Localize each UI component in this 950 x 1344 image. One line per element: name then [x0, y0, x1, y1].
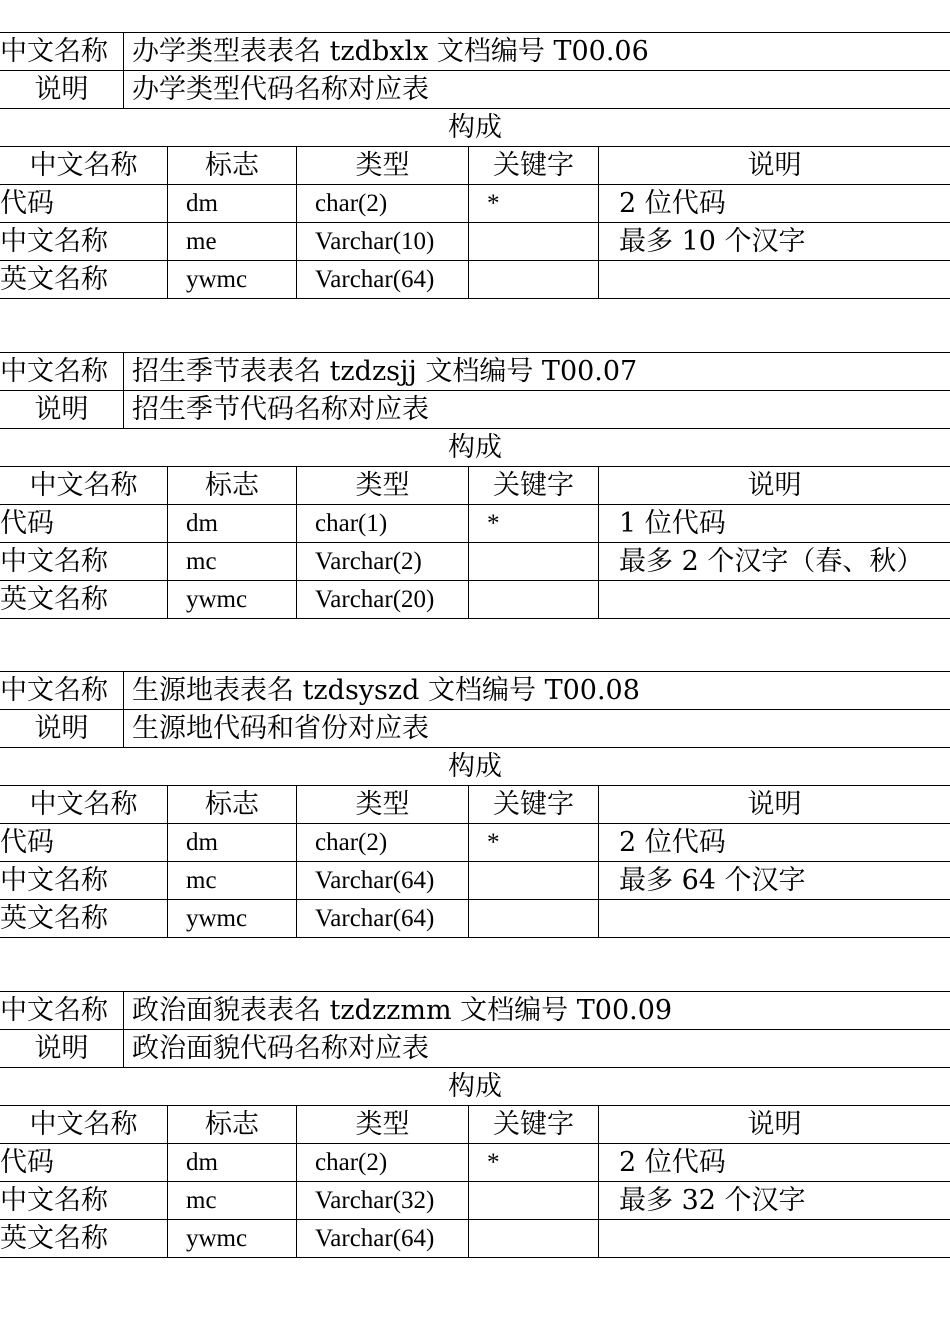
- cell-note: 2 位代码: [599, 824, 950, 862]
- column-header: 标志: [168, 1106, 297, 1144]
- cell-key: *: [469, 824, 599, 862]
- column-header-row: [0, 1106, 950, 1144]
- desc-row: [0, 1030, 950, 1068]
- column-header: 中文名称: [0, 467, 168, 505]
- cell-flag: dm: [168, 1144, 297, 1182]
- column-header: 关键字: [469, 786, 599, 824]
- cell-key: [469, 261, 599, 299]
- cell-note: 最多 32 个汉字: [599, 1182, 950, 1220]
- cell-key: [469, 1182, 599, 1220]
- desc-label: 说明: [0, 391, 124, 429]
- column-header: 标志: [168, 147, 297, 185]
- desc-row: [0, 71, 950, 109]
- field-table: [0, 108, 950, 299]
- cell-type: char(1): [297, 505, 469, 543]
- desc-label: 说明: [0, 710, 124, 748]
- column-header: 类型: [297, 786, 469, 824]
- table-row: [0, 900, 950, 938]
- column-header: 关键字: [469, 147, 599, 185]
- cell-cn: 英文名称: [0, 900, 168, 938]
- cell-cn: 中文名称: [0, 862, 168, 900]
- cell-type: Varchar(10): [297, 223, 469, 261]
- name-row: [0, 353, 950, 391]
- section-title: 构成: [0, 429, 950, 467]
- name-label: 中文名称: [0, 353, 124, 391]
- cell-key: [469, 862, 599, 900]
- cell-cn: 中文名称: [0, 1182, 168, 1220]
- cell-note: [599, 900, 950, 938]
- section-title: 构成: [0, 109, 950, 147]
- desc-value: 生源地代码和省份对应表: [124, 710, 950, 748]
- name-value: 生源地表表名 tzdsyszd 文档编号 T00.08: [124, 672, 950, 710]
- cell-note: [599, 261, 950, 299]
- name-row: [0, 672, 950, 710]
- cell-type: Varchar(64): [297, 261, 469, 299]
- name-value: 招生季节表表名 tzdzsjj 文档编号 T00.07: [124, 353, 950, 391]
- table-header: [0, 671, 950, 748]
- cell-cn: 英文名称: [0, 1220, 168, 1258]
- cell-flag: dm: [168, 185, 297, 223]
- cell-key: [469, 581, 599, 619]
- cell-note: 最多 2 个汉字（春、秋）: [599, 543, 950, 581]
- column-header: 标志: [168, 467, 297, 505]
- cell-type: Varchar(64): [297, 862, 469, 900]
- name-value: 政治面貌表表名 tzdzzmm 文档编号 T00.09: [124, 992, 950, 1030]
- column-header: 关键字: [469, 1106, 599, 1144]
- table-header: [0, 352, 950, 429]
- cell-type: Varchar(32): [297, 1182, 469, 1220]
- column-header-row: [0, 147, 950, 185]
- cell-flag: ywmc: [168, 900, 297, 938]
- cell-cn: 中文名称: [0, 543, 168, 581]
- cell-flag: mc: [168, 1182, 297, 1220]
- section-row: [0, 1068, 950, 1106]
- table-row: [0, 261, 950, 299]
- column-header: 说明: [599, 1106, 950, 1144]
- table-row: [0, 862, 950, 900]
- name-label: 中文名称: [0, 672, 124, 710]
- table-row: [0, 824, 950, 862]
- column-header: 中文名称: [0, 147, 168, 185]
- table-row: [0, 223, 950, 261]
- cell-type: Varchar(64): [297, 1220, 469, 1258]
- table-row: [0, 543, 950, 581]
- cell-key: [469, 900, 599, 938]
- column-header: 关键字: [469, 467, 599, 505]
- section-title: 构成: [0, 748, 950, 786]
- table-block-2: [0, 352, 950, 619]
- cell-flag: me: [168, 223, 297, 261]
- section-title: 构成: [0, 1068, 950, 1106]
- cell-key: *: [469, 505, 599, 543]
- cell-cn: 代码: [0, 185, 168, 223]
- name-row: [0, 33, 950, 71]
- desc-row: [0, 391, 950, 429]
- name-label: 中文名称: [0, 33, 124, 71]
- cell-flag: dm: [168, 824, 297, 862]
- cell-note: 2 位代码: [599, 185, 950, 223]
- column-header-row: [0, 467, 950, 505]
- table-row: [0, 1182, 950, 1220]
- cell-note: 2 位代码: [599, 1144, 950, 1182]
- table-row: [0, 505, 950, 543]
- cell-type: Varchar(20): [297, 581, 469, 619]
- cell-flag: ywmc: [168, 1220, 297, 1258]
- cell-cn: 代码: [0, 505, 168, 543]
- name-value: 办学类型表表名 tzdbxlx 文档编号 T00.06: [124, 33, 950, 71]
- table-block-4: [0, 991, 950, 1258]
- field-table: [0, 747, 950, 938]
- cell-type: char(2): [297, 185, 469, 223]
- table-row: [0, 581, 950, 619]
- desc-label: 说明: [0, 71, 124, 109]
- table-header: [0, 991, 950, 1068]
- cell-note: [599, 1220, 950, 1258]
- cell-cn: 代码: [0, 824, 168, 862]
- column-header: 标志: [168, 786, 297, 824]
- cell-key: [469, 543, 599, 581]
- section-row: [0, 429, 950, 467]
- name-label: 中文名称: [0, 992, 124, 1030]
- desc-value: 政治面貌代码名称对应表: [124, 1030, 950, 1068]
- section-row: [0, 748, 950, 786]
- cell-flag: dm: [168, 505, 297, 543]
- column-header: 说明: [599, 786, 950, 824]
- cell-cn: 英文名称: [0, 581, 168, 619]
- name-row: [0, 992, 950, 1030]
- cell-flag: mc: [168, 862, 297, 900]
- field-table: [0, 428, 950, 619]
- column-header: 中文名称: [0, 1106, 168, 1144]
- cell-note: 1 位代码: [599, 505, 950, 543]
- column-header: 说明: [599, 147, 950, 185]
- table-row: [0, 185, 950, 223]
- column-header: 中文名称: [0, 786, 168, 824]
- table-header: [0, 32, 950, 109]
- table-row: [0, 1220, 950, 1258]
- table-block-3: [0, 671, 950, 938]
- desc-label: 说明: [0, 1030, 124, 1068]
- desc-value: 办学类型代码名称对应表: [124, 71, 950, 109]
- cell-key: *: [469, 185, 599, 223]
- table-block-1: [0, 32, 950, 299]
- cell-note: [599, 581, 950, 619]
- cell-type: char(2): [297, 824, 469, 862]
- cell-flag: ywmc: [168, 581, 297, 619]
- cell-key: *: [469, 1144, 599, 1182]
- cell-cn: 英文名称: [0, 261, 168, 299]
- table-row: [0, 1144, 950, 1182]
- column-header: 类型: [297, 147, 469, 185]
- cell-note: 最多 10 个汉字: [599, 223, 950, 261]
- cell-type: Varchar(64): [297, 900, 469, 938]
- cell-type: char(2): [297, 1144, 469, 1182]
- cell-note: 最多 64 个汉字: [599, 862, 950, 900]
- column-header-row: [0, 786, 950, 824]
- cell-key: [469, 1220, 599, 1258]
- cell-type: Varchar(2): [297, 543, 469, 581]
- cell-cn: 代码: [0, 1144, 168, 1182]
- column-header: 类型: [297, 467, 469, 505]
- column-header: 类型: [297, 1106, 469, 1144]
- cell-flag: ywmc: [168, 261, 297, 299]
- section-row: [0, 109, 950, 147]
- column-header: 说明: [599, 467, 950, 505]
- field-table: [0, 1067, 950, 1258]
- desc-value: 招生季节代码名称对应表: [124, 391, 950, 429]
- desc-row: [0, 710, 950, 748]
- cell-cn: 中文名称: [0, 223, 168, 261]
- cell-key: [469, 223, 599, 261]
- cell-flag: mc: [168, 543, 297, 581]
